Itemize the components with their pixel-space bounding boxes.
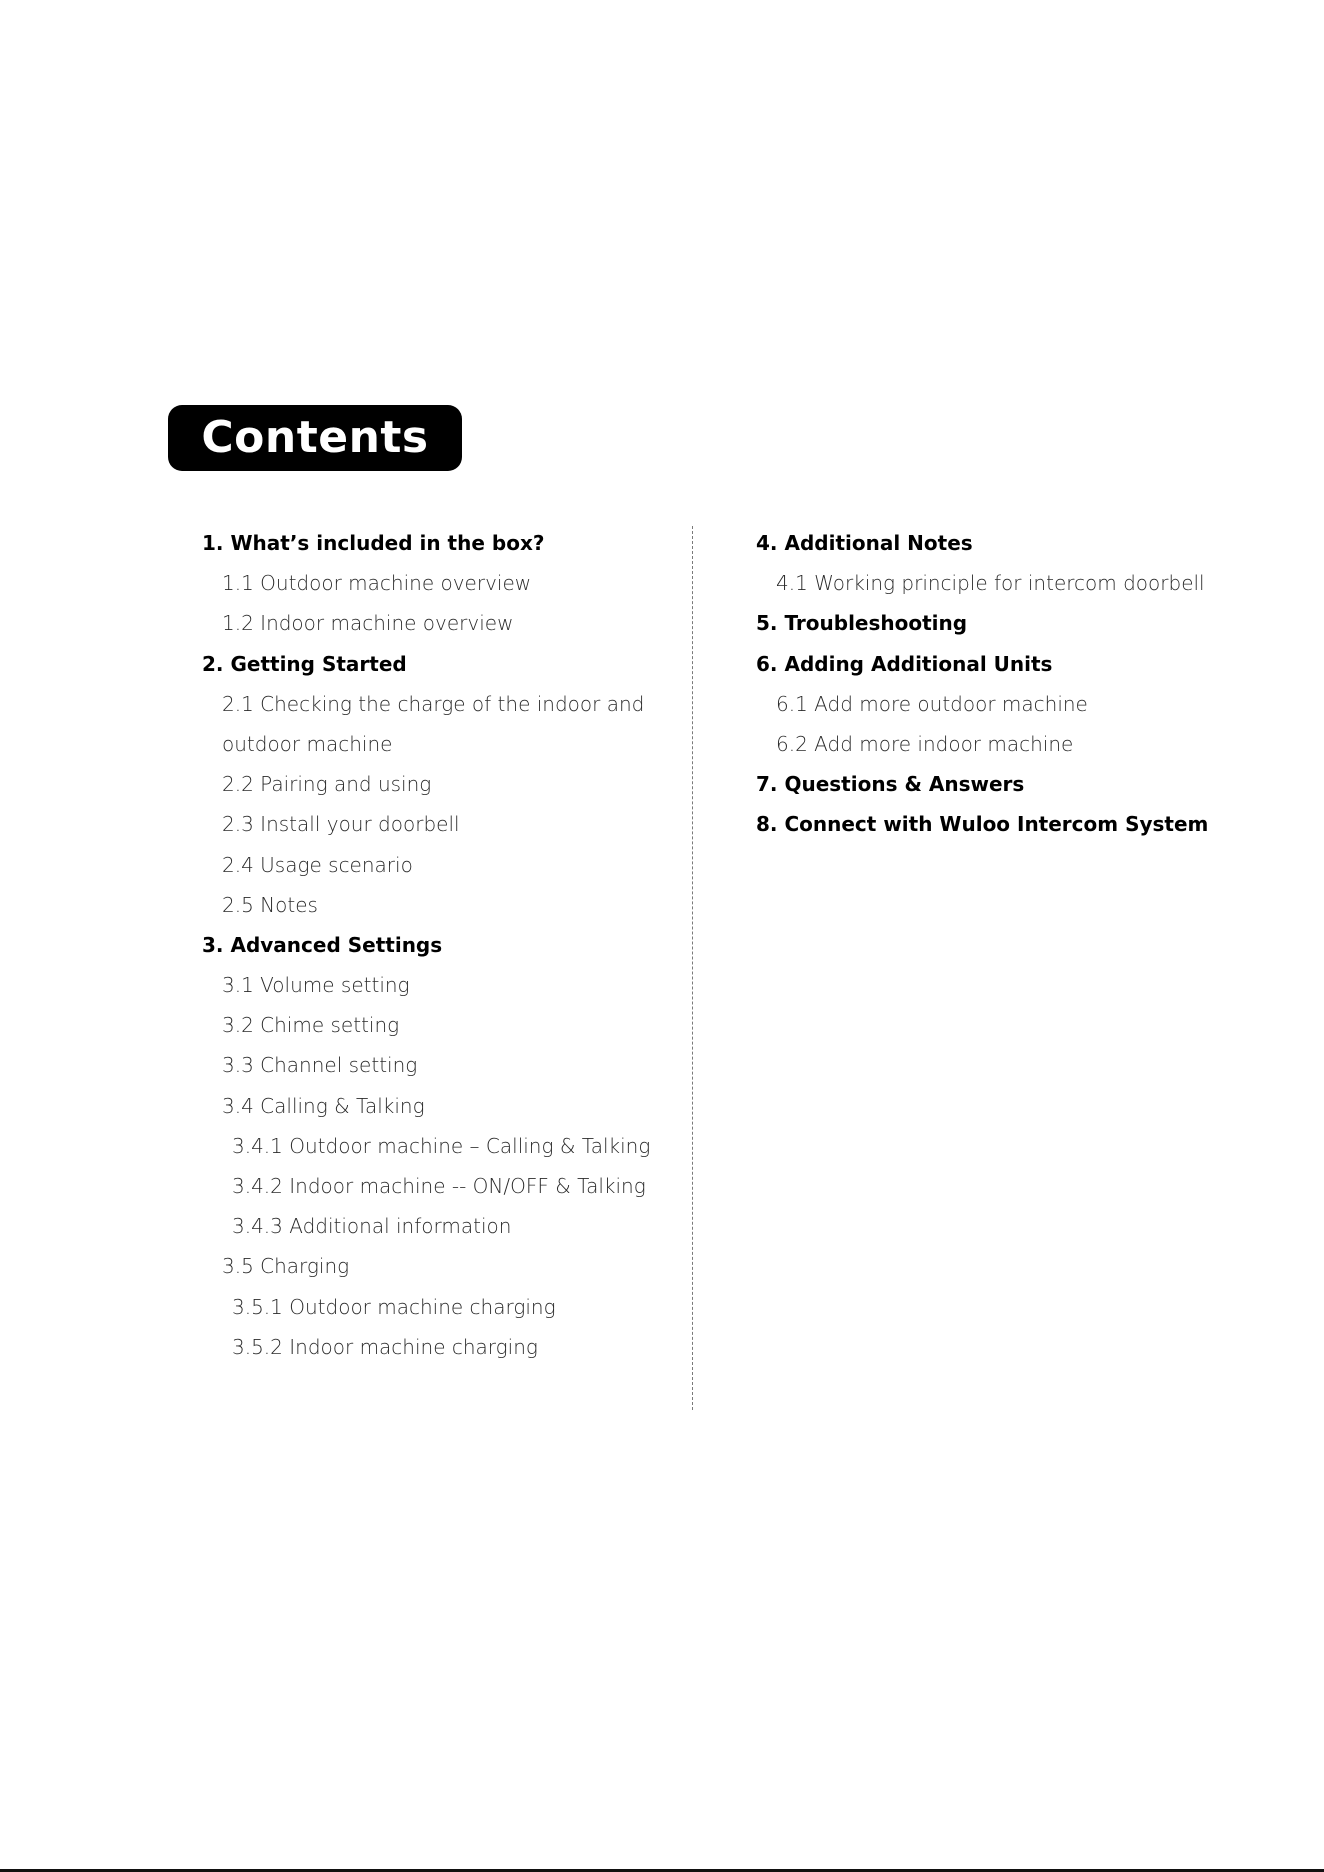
column-divider (692, 526, 693, 1410)
toc-subsection-item[interactable]: 3.4.3 Additional information (232, 1214, 512, 1239)
toc-section-heading[interactable]: 5. Troubleshooting (756, 611, 968, 636)
toc-section-heading[interactable]: 8. Connect with Wuloo Intercom System (756, 812, 1209, 837)
toc-subsection-item[interactable]: 2.2 Pairing and using (222, 772, 432, 797)
toc-subsection-item[interactable]: 3.5.1 Outdoor machine charging (232, 1294, 556, 1319)
toc-subsection-item[interactable]: 6.1 Add more outdoor machine (776, 691, 1088, 716)
toc-subsection-item[interactable]: 1.1 Outdoor machine overview (222, 571, 532, 596)
toc-subsection-item[interactable]: 3.2 Chime setting (222, 1013, 400, 1038)
toc-subsection-item[interactable]: 6.2 Add more indoor machine (776, 731, 1074, 756)
contents-title: Contents (201, 412, 429, 463)
toc-subsection-item[interactable]: 3.3 Channel setting (222, 1053, 418, 1078)
toc-subsection-item[interactable]: 3.4.2 Indoor machine -- ON/OFF & Talking (232, 1174, 646, 1198)
toc-section-heading[interactable]: 2. Getting Started (202, 651, 407, 676)
toc-subsection-item[interactable]: 1.2 Indoor machine overview (222, 611, 514, 636)
toc-section-heading[interactable]: 7. Questions & Answers (756, 772, 1025, 797)
toc-right-column (756, 523, 1296, 845)
toc-subsection-item[interactable]: 3.5.2 Indoor machine charging (232, 1334, 538, 1359)
contents-title-badge (168, 405, 462, 471)
toc-section-heading[interactable]: 3. Advanced Settings (202, 932, 443, 957)
toc-subsection-item[interactable]: 3.5 Charging (222, 1254, 350, 1279)
toc-section-heading[interactable]: 1. What’s included in the box? (202, 531, 545, 555)
toc-section-heading[interactable]: 6. Adding Additional Units (756, 651, 1053, 676)
toc-subsection-item[interactable]: 3.4.1 Outdoor machine – Calling & Talking (232, 1133, 651, 1158)
toc-subsection-item[interactable]: 3.4 Calling & Talking (222, 1093, 425, 1118)
toc-subsection-item[interactable]: 3.1 Volume setting (222, 973, 410, 998)
toc-subsection-item[interactable]: 4.1 Working principle for intercom doorbell (776, 571, 1205, 596)
toc-section-heading[interactable]: 4. Additional Notes (756, 531, 973, 555)
toc-left-column (202, 523, 682, 1367)
toc-subsection-item[interactable]: 2.4 Usage scenario (222, 852, 413, 877)
toc-subsection-item[interactable]: 2.5 Notes (222, 892, 318, 917)
toc-subsection-item[interactable]: outdoor machine (222, 731, 393, 756)
toc-subsection-item[interactable]: 2.3 Install your doorbell (222, 812, 460, 837)
toc-subsection-item[interactable]: 2.1 Checking the charge of the indoor and (222, 691, 645, 716)
